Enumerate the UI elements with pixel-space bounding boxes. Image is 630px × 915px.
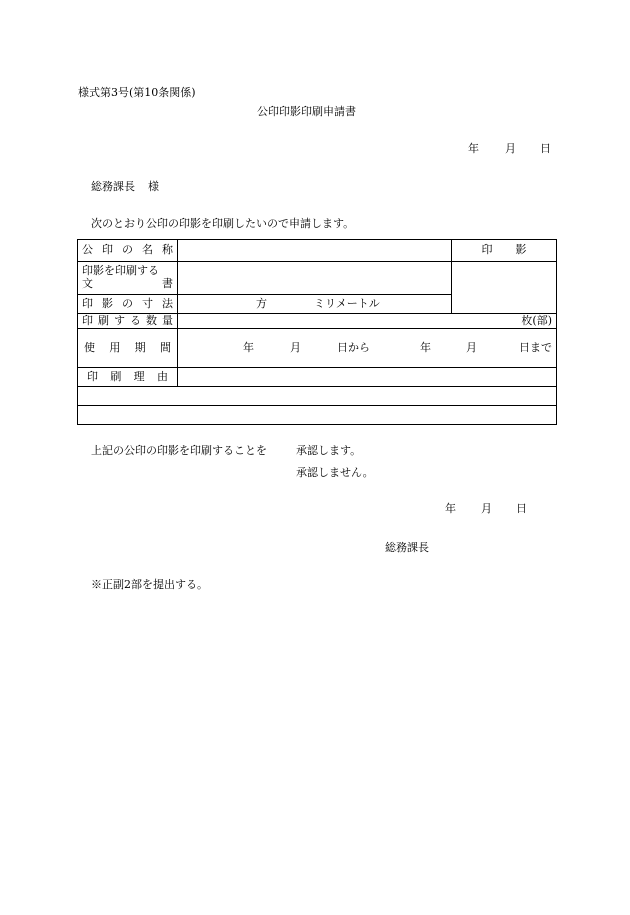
reason-line [78, 387, 557, 406]
quantity-field[interactable] [178, 314, 557, 329]
seal-name-label: 公 印 の 名 称 [78, 240, 178, 262]
approval-statement: 上記の公印の印影を印刷することを [91, 444, 267, 457]
date-month: 月 [505, 142, 516, 155]
reason-line-field[interactable] [78, 406, 557, 425]
reason-label: 印 刷 理 由 [78, 368, 178, 387]
reason-line [78, 406, 557, 425]
size-unit-square: 方 [256, 296, 267, 310]
period-month: 月 [290, 340, 301, 354]
quantity-label: 印 刷 す る 数 量 [78, 314, 178, 329]
period-year: 年 [243, 340, 254, 354]
approval-date-day: 日 [516, 502, 527, 515]
seal-name-row [78, 240, 557, 262]
addressee-name: 総務課長 [91, 180, 135, 193]
reason-line-field[interactable] [78, 387, 557, 406]
document-row [78, 262, 557, 295]
reason-field[interactable] [178, 368, 557, 387]
submission-note: ※正副2部を提出する。 [91, 578, 208, 591]
size-unit-mm: ミリメートル [314, 296, 380, 310]
intro-text: 次のとおり公印の印影を印刷したいので申請します。 [91, 217, 355, 230]
document-label: 印影を印刷する 文 書 [78, 262, 178, 295]
approval-date-year: 年 [445, 502, 456, 515]
seal-impression-header: 印 影 [452, 240, 557, 262]
period-row [78, 329, 557, 368]
period-year2: 年 [420, 340, 431, 354]
form-number: 様式第3号(第10条関係) [78, 86, 196, 99]
period-label: 使 用 期 間 [78, 329, 178, 368]
seal-impression-box[interactable] [452, 262, 557, 314]
size-label: 印 影 の 寸 法 [78, 295, 178, 314]
quantity-unit: 枚(部) [521, 313, 552, 327]
document-field[interactable] [178, 262, 452, 295]
application-table [77, 239, 557, 425]
approval-signer: 総務課長 [385, 541, 429, 554]
period-from: 日から [337, 340, 370, 354]
seal-name-field[interactable] [178, 240, 452, 262]
approval-date-month: 月 [481, 502, 492, 515]
document-title: 公印印影印刷申請書 [257, 105, 356, 118]
size-field[interactable] [178, 295, 452, 314]
period-month2: 月 [466, 340, 477, 354]
date-day: 日 [540, 142, 551, 155]
period-until: 日まで [519, 340, 552, 354]
period-field[interactable] [178, 329, 557, 368]
addressee-honorific: 様 [148, 180, 159, 193]
reason-row [78, 368, 557, 387]
disapprove-option[interactable]: 承認しません。 [296, 466, 374, 479]
date-year: 年 [468, 142, 479, 155]
quantity-row [78, 314, 557, 329]
approve-option[interactable]: 承認します。 [296, 444, 362, 457]
